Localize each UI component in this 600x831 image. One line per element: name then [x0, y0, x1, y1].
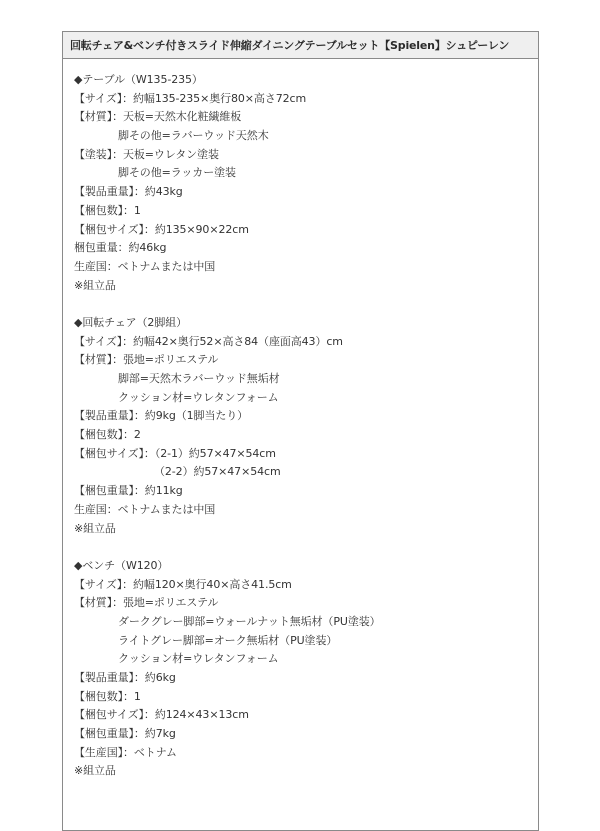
bench-material-dark-legs: ダークグレー脚部=ウォールナット無垢材（PU塗装）: [118, 614, 381, 628]
chair-spec-section: [74, 314, 538, 538]
spec-title: 回転チェア&ベンチ付きスライド伸縮ダイニングテーブルセット【Spielen】シュピーレン: [63, 32, 538, 59]
table-heading: ◆テーブル（W135-235）: [74, 73, 203, 86]
chair-weight: 【製品重量】：約9kg（1脚当たり）: [74, 409, 249, 423]
table-origin: 生産国：ベトナムまたは中国: [74, 259, 216, 273]
bench-origin: 【生産国】：ベトナム: [74, 745, 177, 759]
table-package-size: 【梱包サイズ】：約135×90×22cm: [74, 222, 249, 236]
bench-assembly-note: ※組立品: [74, 764, 116, 778]
chair-material-legs: 脚部=天然木ラバーウッド無垢材: [118, 372, 280, 385]
table-finish-legs: 脚その他=ラッカー塗装: [118, 166, 236, 180]
table-size: 【サイズ】：約幅135-235×奥行80×高さ72cm: [74, 91, 307, 105]
table-spec-section: [74, 71, 538, 295]
chair-package-count: 【梱包数】：2: [74, 428, 141, 442]
spec-table: [62, 31, 539, 831]
bench-weight: 【製品重量】：約6kg: [74, 671, 176, 684]
chair-package-size-2: （2-2）約57×47×54cm: [154, 465, 281, 479]
table-weight: 【製品重量】：約43kg: [74, 185, 183, 199]
chair-material-cushion: クッション材=ウレタンフォーム: [118, 390, 279, 404]
chair-heading: ◆回転チェア（2脚組）: [74, 315, 188, 329]
table-assembly-note: ※組立品: [74, 278, 116, 292]
chair-package-weight: 【梱包重量】：約11kg: [74, 484, 183, 498]
chair-size: 【サイズ】：約幅42×奥行52×高さ84（座面高43）cm: [74, 334, 343, 348]
bench-material: 【材質】：張地=ポリエステル: [74, 596, 219, 610]
chair-material: 【材質】：張地=ポリエステル: [74, 353, 219, 367]
table-package-weight: 梱包重量：約46kg: [74, 241, 167, 255]
chair-assembly-note: ※組立品: [74, 521, 116, 535]
bench-package-size: 【梱包サイズ】：約124×43×13cm: [74, 708, 249, 722]
table-material-legs: 脚その他=ラバーウッド天然木: [118, 129, 269, 143]
table-material: 【材質】：天板=天然木化粧繊維板: [74, 110, 242, 124]
bench-size: 【サイズ】：約幅120×奥行40×高さ41.5cm: [74, 577, 292, 591]
chair-origin: 生産国：ベトナムまたは中国: [74, 502, 216, 516]
bench-material-light-legs: ライトグレー脚部=オーク無垢材（PU塗装）: [118, 633, 338, 647]
bench-package-count: 【梱包数】：1: [74, 689, 141, 703]
spec-body: [63, 59, 538, 781]
bench-material-cushion: クッション材=ウレタンフォーム: [118, 652, 279, 666]
bench-spec-section: [74, 557, 538, 781]
table-finish: 【塗装】：天板=ウレタン塗装: [74, 147, 219, 161]
chair-package-size-1: 【梱包サイズ】：（2-1）約57×47×54cm: [74, 446, 276, 460]
bench-heading: ◆ベンチ（W120）: [74, 558, 169, 572]
bench-package-weight: 【梱包重量】：約7kg: [74, 727, 176, 741]
table-package-count: 【梱包数】：1: [74, 203, 141, 217]
